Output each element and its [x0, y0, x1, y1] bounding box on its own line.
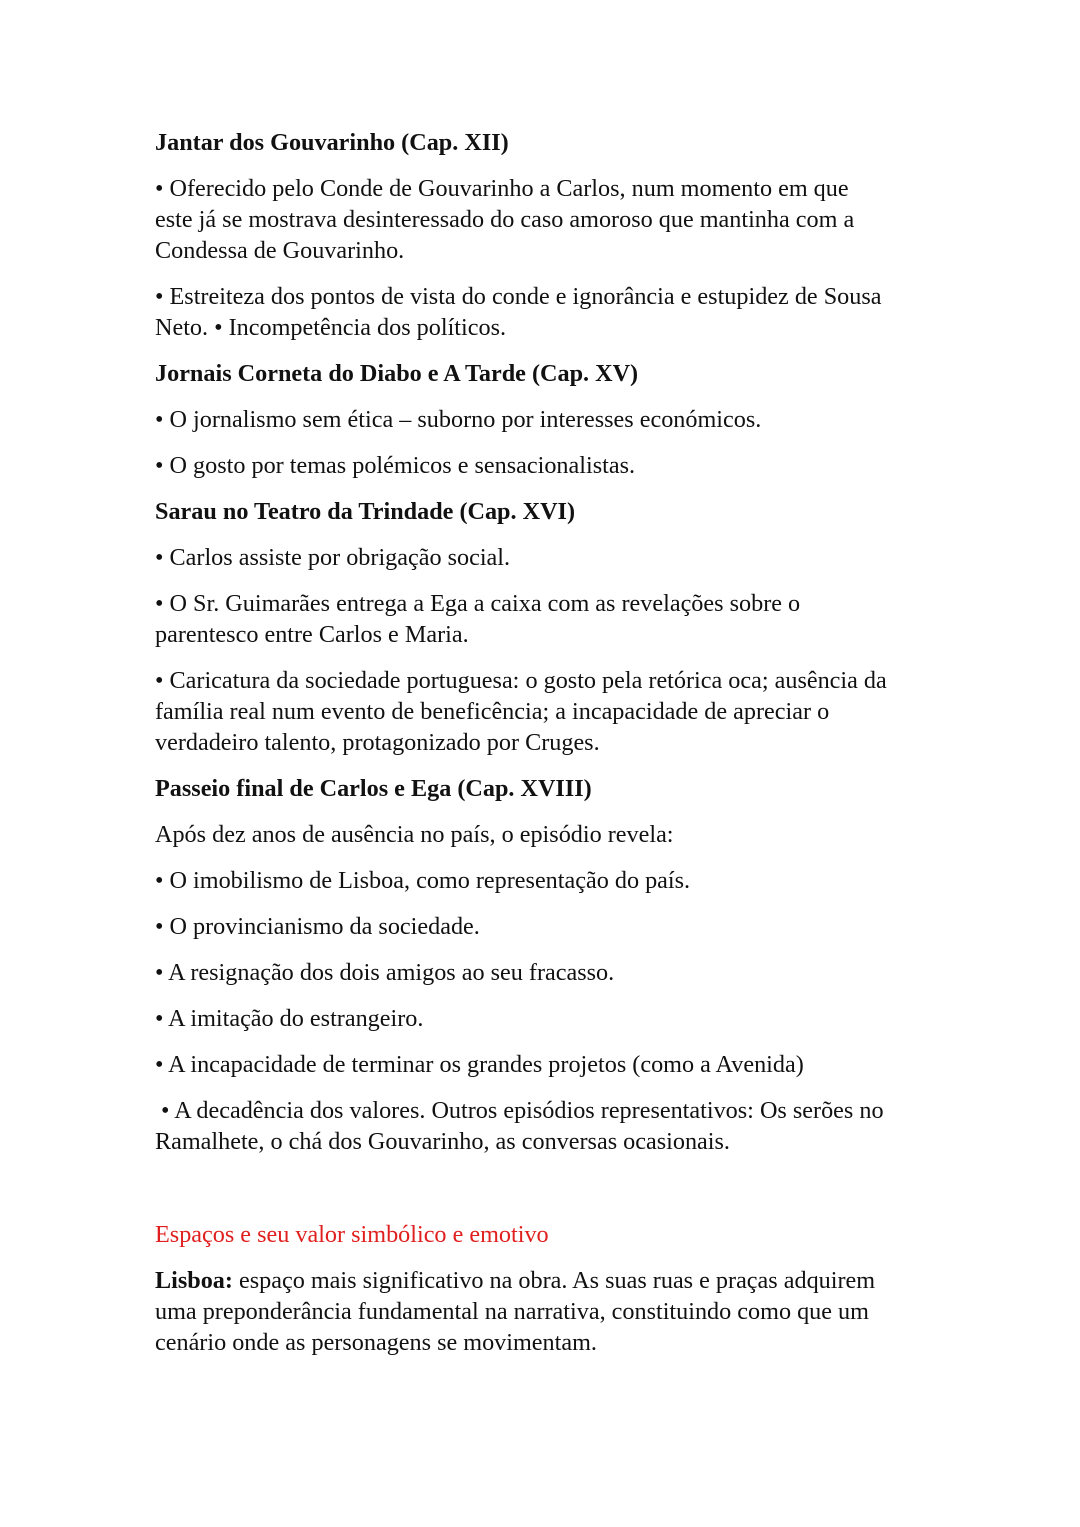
paragraph-lisboa: [155, 1265, 945, 1358]
paragraph: [155, 957, 945, 988]
text-line: Condessa de Gouvarinho.: [155, 237, 405, 264]
section-heading-espacos: Espaços e seu valor simbólico e emotivo: [155, 1221, 549, 1248]
paragraph: [155, 1049, 945, 1080]
paragraph: [155, 173, 945, 266]
text-line: • O provincianismo da sociedade.: [155, 913, 480, 940]
text-line: • Estreiteza dos pontos de vista do conde e ignorância e estupidez de Sousa: [155, 283, 882, 310]
paragraph: [155, 281, 945, 343]
text-line: • O imobilismo de Lisboa, como representação do país.: [155, 867, 691, 894]
text-line: cenário onde as personagens se movimentam.: [155, 1329, 597, 1356]
text-line: • A imitação do estrangeiro.: [155, 1005, 424, 1032]
text-line: • Oferecido pelo Conde de Gouvarinho a Carlos, num momento em que: [155, 175, 849, 202]
paragraph: [155, 1003, 945, 1034]
text-line: família real num evento de beneficência; a incapacidade de apreciar o: [155, 698, 830, 725]
paragraph: [155, 819, 945, 850]
document-page: [155, 127, 945, 1358]
text-line: Após dez anos de ausência no país, o episódio revela:: [155, 821, 674, 848]
text-line: uma preponderância fundamental na narrativa, constituindo como que um: [155, 1298, 869, 1325]
lisboa-label: Lisboa:: [155, 1267, 233, 1294]
section-heading-jornais: Jornais Corneta do Diabo e A Tarde (Cap. XV): [155, 360, 639, 387]
text-line: • Carlos assiste por obrigação social.: [155, 544, 511, 571]
text-line: este já se mostrava desinteressado do caso amoroso que mantinha com a: [155, 206, 855, 233]
section-heading-sarau: Sarau no Teatro da Trindade (Cap. XVI): [155, 498, 576, 525]
text-line: • A resignação dos dois amigos ao seu fracasso.: [155, 959, 615, 986]
text-line: • O jornalismo sem ética – suborno por interesses económicos.: [155, 406, 762, 433]
text-line: parentesco entre Carlos e Maria.: [155, 621, 469, 648]
text-line: • A decadência dos valores. Outros episódios representativos: Os serões no: [155, 1097, 884, 1124]
paragraph: [155, 1095, 945, 1157]
paragraph: [155, 665, 945, 758]
text-line: • Caricatura da sociedade portuguesa: o gosto pela retórica oca; ausência da: [155, 667, 887, 694]
section-heading-jantar-gouvarinho: Jantar dos Gouvarinho (Cap. XII): [155, 129, 509, 156]
text-line: • O Sr. Guimarães entrega a Ega a caixa com as revelações sobre o: [155, 590, 801, 617]
text-line: • A incapacidade de terminar os grandes projetos (como a Avenida): [155, 1051, 804, 1078]
paragraph: [155, 588, 945, 650]
text-line: [155, 1265, 945, 1296]
paragraph: [155, 450, 945, 481]
section-heading-passeio-final: Passeio final de Carlos e Ega (Cap. XVIII): [155, 775, 592, 802]
text-line: Neto. • Incompetência dos políticos.: [155, 314, 507, 341]
paragraph: [155, 542, 945, 573]
paragraph: [155, 404, 945, 435]
text-line: verdadeiro talento, protagonizado por Cruges.: [155, 729, 600, 756]
text-line: Ramalhete, o chá dos Gouvarinho, as conversas ocasionais.: [155, 1128, 730, 1155]
text-fragment: espaço mais significativo na obra. As suas ruas e praças adquirem: [232, 1267, 876, 1294]
paragraph: [155, 911, 945, 942]
text-line: • O gosto por temas polémicos e sensacionalistas.: [155, 452, 636, 479]
paragraph: [155, 865, 945, 896]
